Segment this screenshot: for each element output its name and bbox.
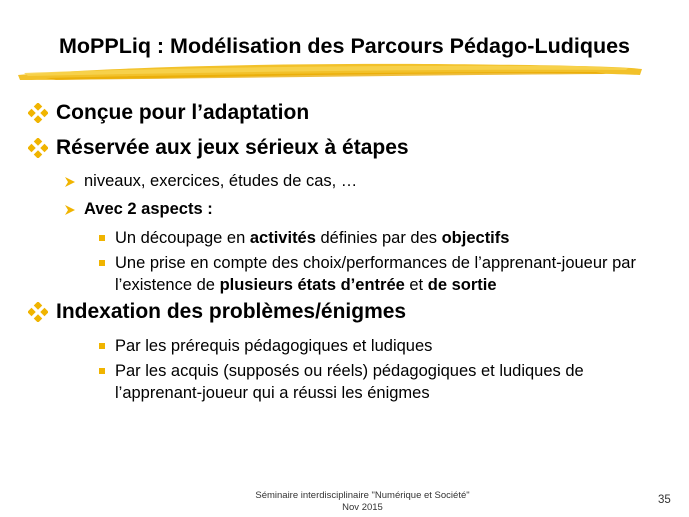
diamond-bullet-icon [28,300,56,324]
diamond-bullet-icon [28,101,56,125]
sub-sub-bullet-item [99,227,668,249]
sub-sub-bullet-text: Un découpage en activités définies par des objectifs [115,229,510,247]
sub-sub-bullet-item [99,252,668,296]
footer-line: Séminaire interdisciplinaire "Numérique et Société" [255,490,470,501]
sub-sub-bullet-text: Une prise en compte des choix/performances de l’apprenant-joueur par l’existence de plusieurs états d’entrée et de sortie [115,254,636,294]
sub-sub-bullet-item [99,335,668,357]
arrow-bullet-icon [64,199,84,220]
square-bullet-icon [99,335,115,357]
title-underline-brush [16,60,644,82]
square-bullet-icon [99,360,115,382]
sub-bullet-item [64,199,668,220]
page-number: 35 [658,494,671,506]
square-bullet-icon [99,227,115,249]
sub-sub-bullet-item [99,360,668,404]
sub-sub-bullet-text: Par les prérequis pédagogiques et ludiques [115,337,433,355]
sub-bullet-text: niveaux, exercices, études de cas, … [84,172,358,190]
diamond-bullet-icon [28,136,56,160]
footer-date: Nov 2015 [342,502,383,513]
bullet-item [28,101,668,125]
sub-bullet-text: Avec 2 aspects : [84,200,213,218]
bullet-text: Conçue pour l’adaptation [56,101,310,124]
sub-bullet-item [64,171,668,192]
slide-content [28,101,668,407]
slide-title: MoPPLiq : Modélisation des Parcours Pédago-Ludiques [58,34,630,58]
slide-footer [0,490,689,514]
bullet-text: Réservée aux jeux sérieux à étapes [56,136,409,159]
bullet-item [28,300,668,324]
arrow-bullet-icon [64,171,84,192]
bullet-item [28,136,668,160]
bullet-text: Indexation des problèmes/énigmes [56,300,407,323]
square-bullet-icon [99,252,115,274]
sub-sub-bullet-text: Par les acquis (supposés ou réels) pédagogiques et ludiques de l’apprenant-joueur qui a réussi les énigmes [115,362,584,402]
